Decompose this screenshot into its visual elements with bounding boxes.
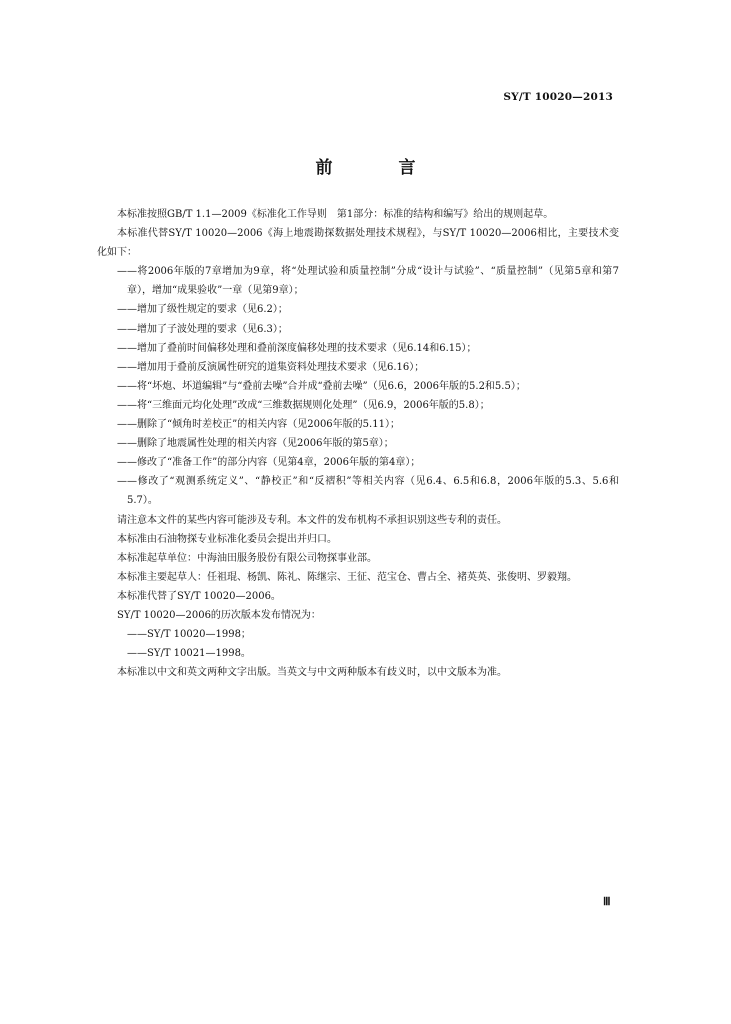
history-item: ——SY/T 10021—1998。	[127, 648, 251, 660]
change-item: ——增加了级性规定的要求（见6.2）；	[117, 304, 288, 316]
change-item: ——增加了子波处理的要求（见6.3）；	[117, 323, 288, 335]
change-item: ——将“坏炮、坏道编辑”与“叠前去噪”合并成“叠前去噪”（见6.6，2006年版的5.2和5.5）；	[117, 380, 526, 392]
change-item: ——增加用于叠前反演属性研究的道集资料处理技术要求（见6.16）；	[117, 361, 425, 373]
change-item: ——修改了“准备工作”的部分内容（见第4章，2006年版的第4章）；	[117, 457, 421, 469]
paragraph-drafting-unit: 本标准起草单位：中海油田服务股份有限公司物探事业部。	[117, 552, 377, 564]
paragraph-replacement: 本标准代替SY/T 10020—2006《海上地震勘探数据处理技术规程》，与SY/T 10020—2006相比，主要技术变化如下：	[97, 228, 619, 259]
paragraph-patent-notice: 请注意本文件的某些内容可能涉及专利。本文件的发布机构不承担识别这些专利的责任。	[117, 514, 507, 526]
foreword-body	[97, 205, 619, 682]
change-item: ——增加了叠前时间偏移处理和叠前深度偏移处理的技术要求（见6.14和6.15）；	[117, 342, 477, 354]
change-item: ——删除了“倾角时差校正”的相关内容（见2006年版的5.11）；	[117, 419, 400, 431]
page-number: Ⅲ	[603, 896, 611, 908]
paragraph-supersedes: 本标准代替了SY/T 10020—2006。	[117, 590, 281, 602]
page-title: 前 言	[315, 158, 446, 178]
paragraph-proposer: 本标准由石油物探专业标准化委员会提出并归口。	[117, 533, 337, 545]
paragraph-drafters: 本标准主要起草人：任祖琨、杨凯、陈礼、陈继宗、王征、范宝仓、曹占全、褚英英、张俊明、罗毅翔。	[117, 571, 577, 583]
change-item: ——将“三维面元均化处理”改成“三维数据规则化处理”（见6.9，2006年版的5.8）；	[117, 399, 490, 411]
paragraph-language-note: 本标准以中文和英文两种文字出版。当英文与中文两种版本有歧义时，以中文版本为准。	[117, 667, 507, 679]
standard-code: SY/T 10020—2013	[503, 91, 613, 103]
paragraph-history-intro: SY/T 10020—2006的历次版本发布情况为：	[117, 609, 321, 621]
change-item: ——删除了地震属性处理的相关内容（见2006年版的第5章）；	[117, 438, 394, 450]
change-item: ——修改了“观测系统定义”、“静校正”和“反褶积”等相关内容（见6.4、6.5和6.8，2006年版的5.3、5.6和5.7）。	[117, 476, 619, 507]
paragraph-drafting-rule: 本标准按照GB/T 1.1—2009《标准化工作导则 第1部分：标准的结构和编写》给出的规则起草。	[117, 209, 554, 220]
history-item: ——SY/T 10020—1998；	[127, 629, 251, 641]
change-item: ——将2006年版的7章增加为9章，将“处理试验和质量控制”分成“设计与试验”、“质量控制”（见第5章和第7章），增加“成果验收”一章（见第9章）；	[117, 266, 619, 297]
